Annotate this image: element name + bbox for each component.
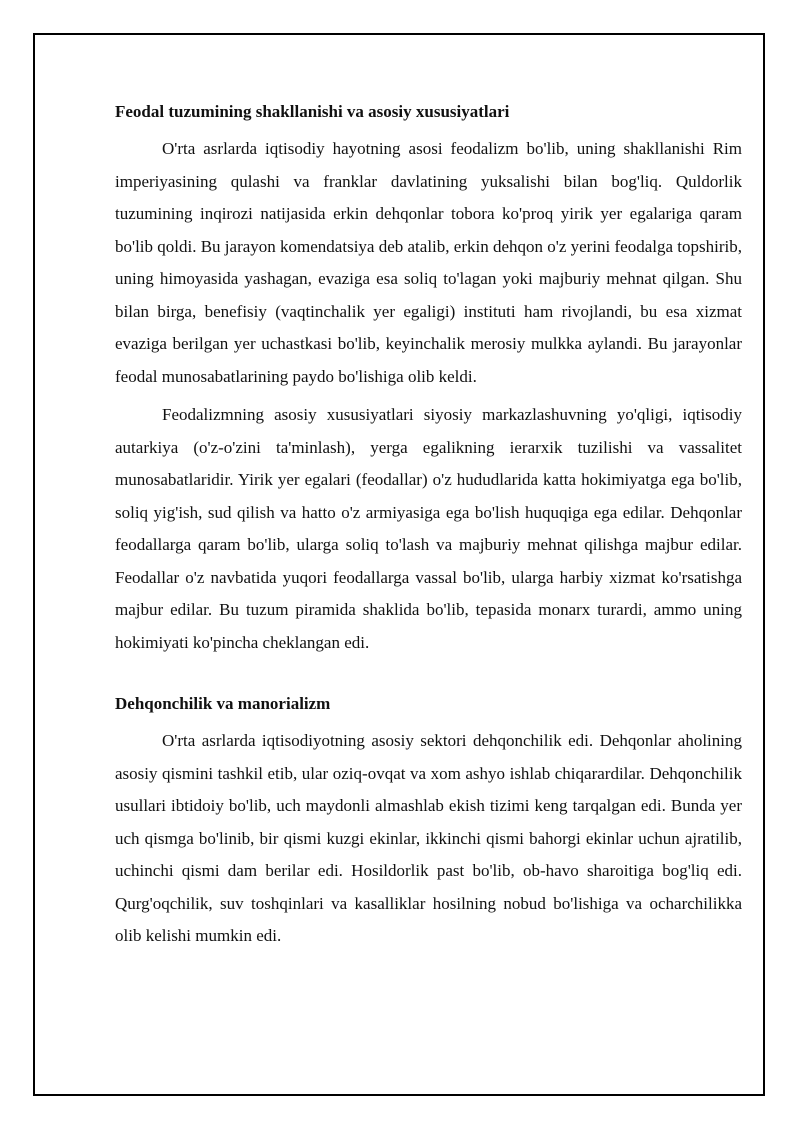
section-heading: Feodal tuzumining shakllanishi va asosiy xususiyatlari [115,102,510,121]
section-heading: Dehqonchilik va manorializm [115,694,331,713]
section-feudal-system [115,96,742,659]
paragraph: O'rta asrlarda iqtisodiy hayotning asosi feodalizm bo'lib, uning shakllanishi Rim imperiyasining qulashi va franklar davlatining yuksalishi bilan bog'liq. Quldorlik tuzumining inqirozi natijasida erkin dehqonlar tobora ko'proq yirik yer egalariga qaram bo'lib qoldi. Bu jarayon komendatsiya deb atalib, erkin dehqon o'z yerini feodalga topshirib, uning himoyasida yashagan, evaziga esa soliq to'lagan yoki majburiy mehnat qilgan. Shu bilan birga, benefisiy (vaqtinchalik yer egaligi) instituti ham rivojlandi, bu esa xizmat evaziga berilgan yer uchastkasi bo'lib, keyinchalik merosiy mulkka aylandi. Bu jarayonlar feodal munosabatlarining paydo bo'lishiga olib keldi. [115,139,742,386]
document-body [115,96,742,959]
paragraph: Feodalizmning asosiy xususiyatlari siyosiy markazlashuvning yo'qligi, iqtisodiy autarkiya (o'z-o'zini ta'minlash), yerga egalikning ierarxik tuzilishi va vassalitet munosabatlaridir. Yirik yer egalari (feodallar) o'z hududlarida katta hokimiyatga ega bo'lib, soliq yig'ish, sud qilish va hatto o'z armiyasiga ega bo'lish huquqiga ega edilar. Dehqonlar feodallarga qaram bo'lib, ularga soliq to'lash va majburiy mehnat qilishga majbur edilar. Feodallar o'z navbatida yuqori feodallarga vassal bo'lib, ularga harbiy xizmat ko'rsatishga majbur edilar. Bu tuzum piramida shaklida bo'lib, tepasida monarx turardi, ammo uning hokimiyati ko'pincha cheklangan edi. [115,405,742,652]
section-agriculture [115,688,742,953]
paragraph: O'rta asrlarda iqtisodiyotning asosiy sektori dehqonchilik edi. Dehqonlar aholining asosiy qismini tashkil etib, ular oziq-ovqat va xom ashyo ishlab chiqarardilar. Dehqonchilik usullari ibtidoiy bo'lib, uch maydonli almashlab ekish tizimi keng tarqalgan edi. Bunda yer uch qismga bo'linib, bir qismi kuzgi ekinlar, ikkinchi qismi bahorgi ekinlar uchun ajratilib, uchinchi qismi dam berilar edi. Hosildorlik past bo'lib, ob-havo sharoitiga bog'liq edi. Qurg'oqchilik, suv toshqinlari va kasalliklar hosilning nobud bo'lishiga va ocharchilikka olib kelishi mumkin edi. [115,731,742,945]
